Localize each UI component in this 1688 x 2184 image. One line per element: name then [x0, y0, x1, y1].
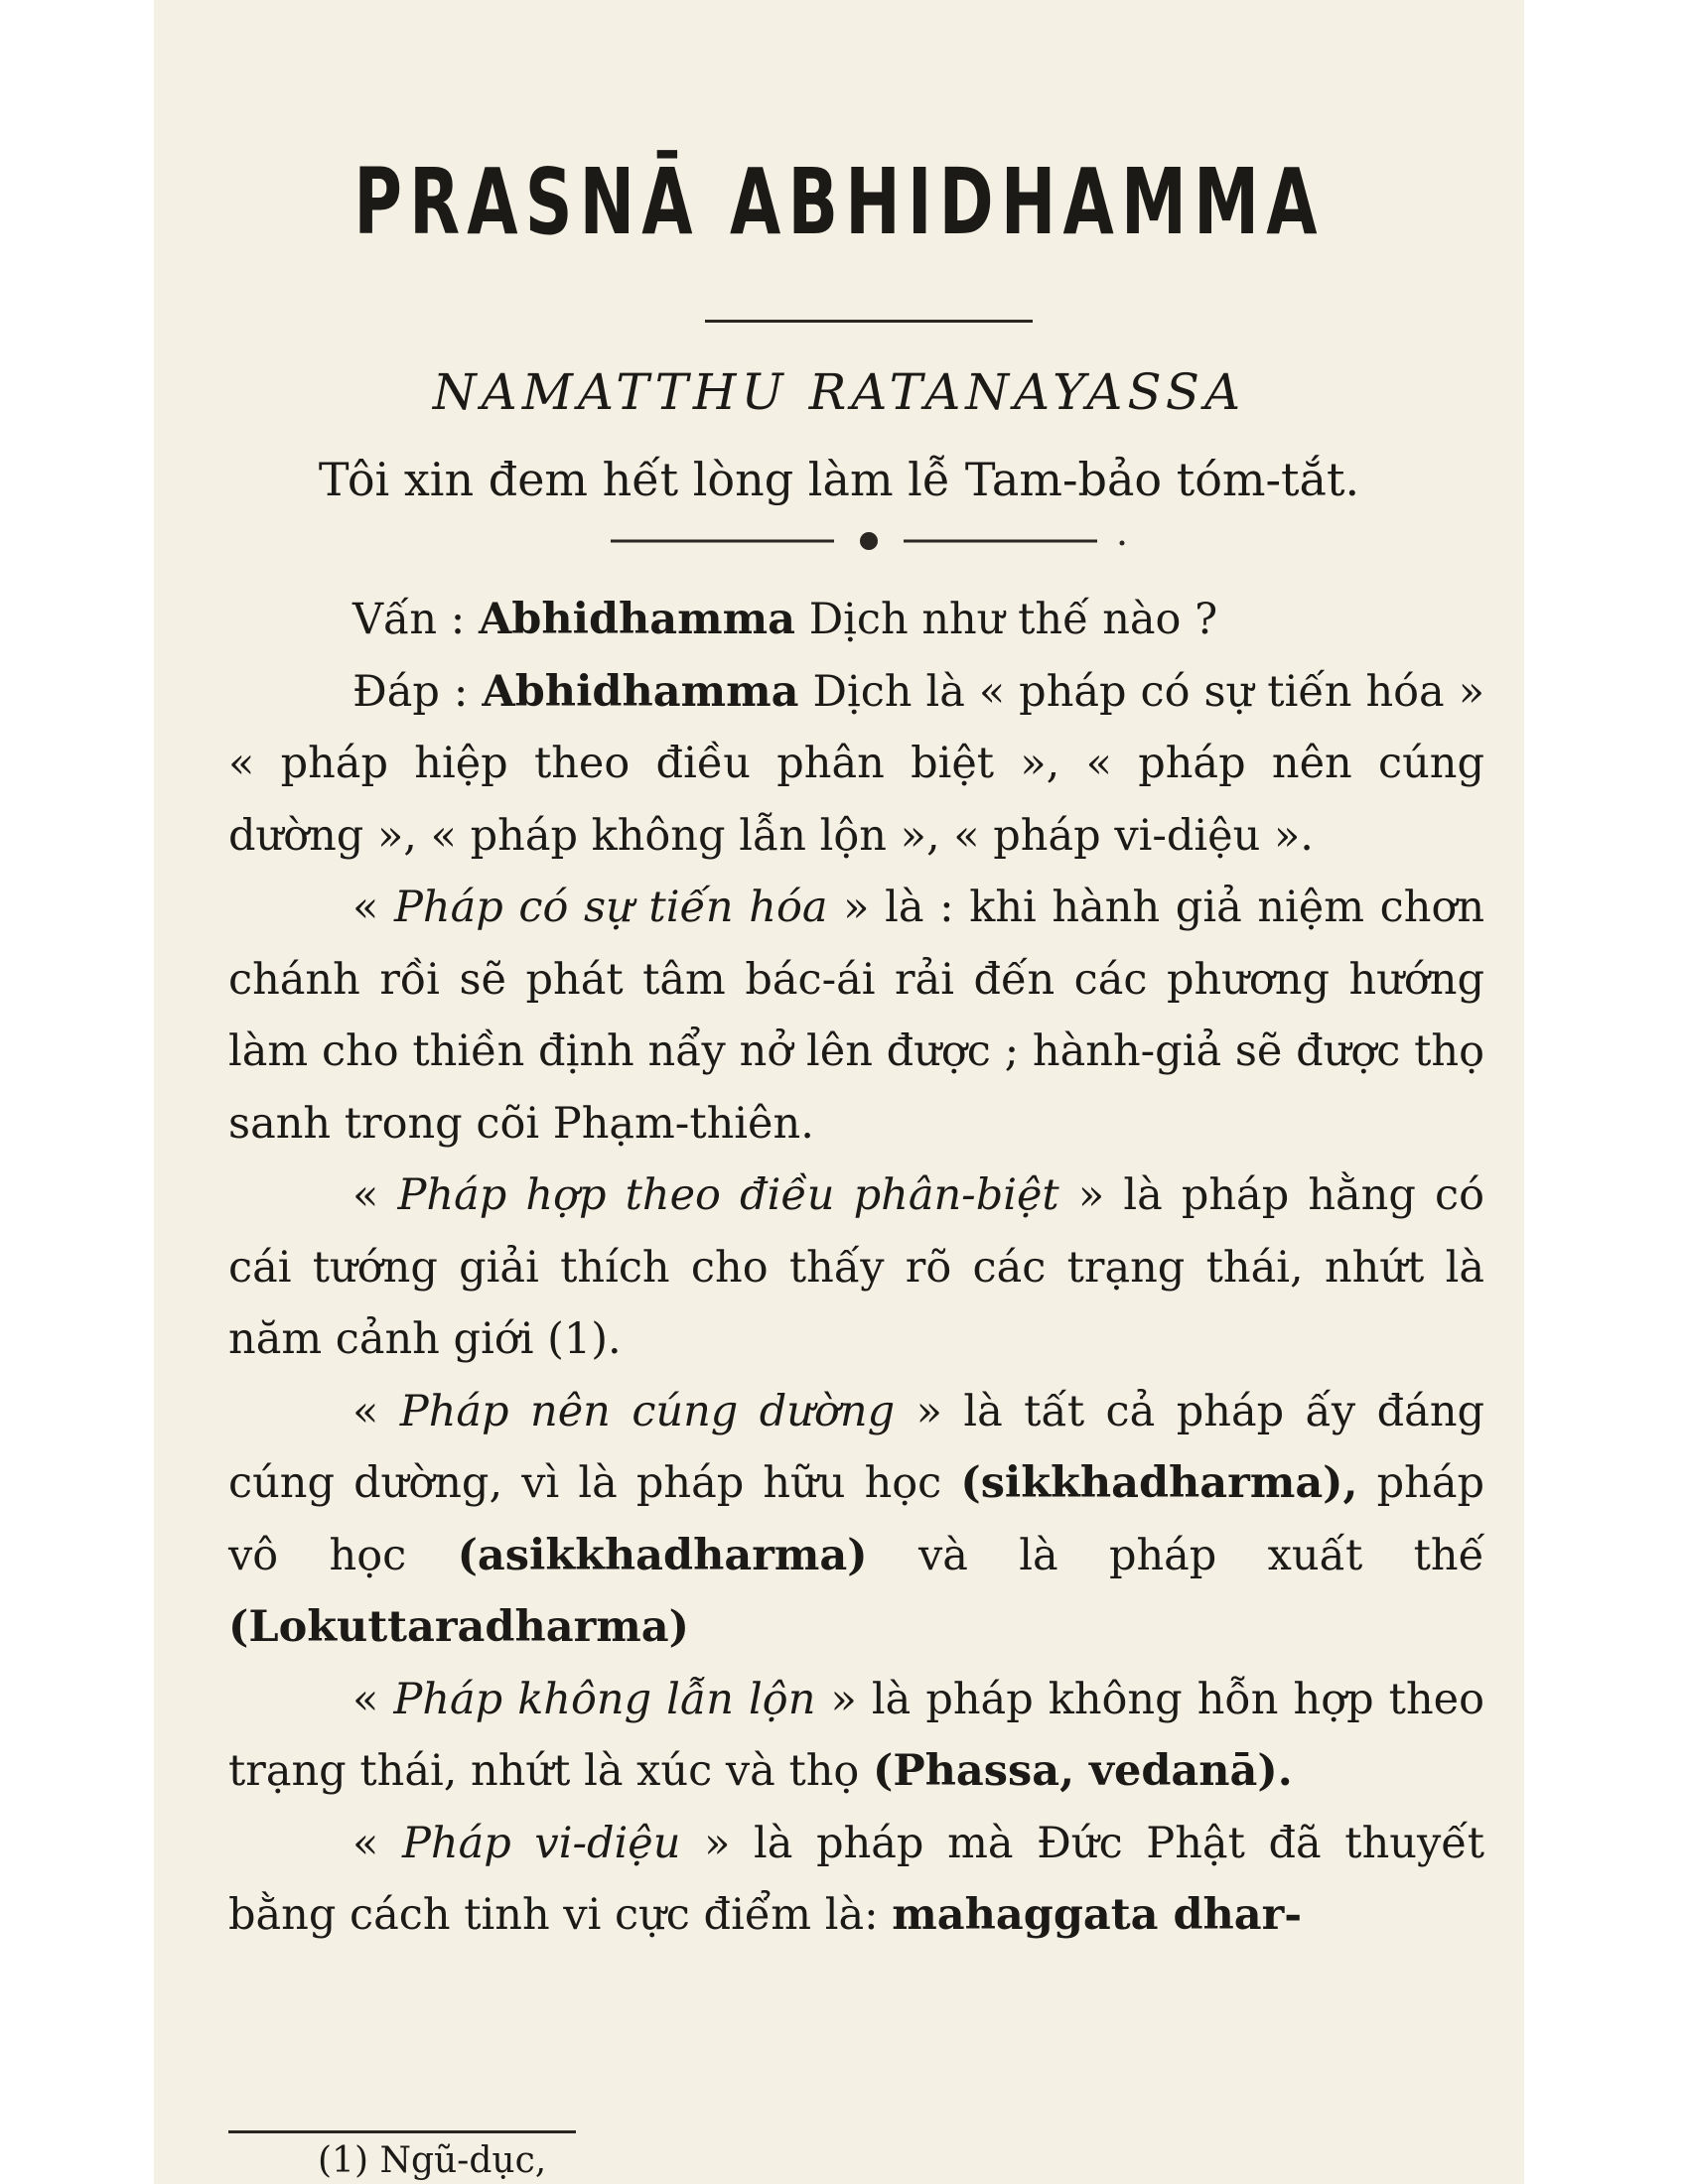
answer-text: Dịch là « pháp có sự tiến hóa » « pháp hiệp theo điều phân biệt », « pháp nên cúng dường », « pháp không lẫn lộn », « pháp vi-diệu ».: [228, 666, 1485, 861]
definition-text: là : khi hành giả niệm chơn chánh rồi sẽ phát tâm bác-ái rải đến các phương hướng làm cho thiền định nẩy nở lên được ; hành-giả sẽ được thọ sanh trong cõi Phạm-thiên.: [228, 883, 1485, 1149]
quote-close: »: [915, 1386, 942, 1436]
quote-open: «: [352, 883, 379, 932]
answer-label: Đáp :: [352, 666, 469, 717]
definition-term: Pháp có sự tiến hóa: [393, 883, 828, 932]
definition-paragraph-5: [228, 1808, 1484, 1952]
pali-term: (Lokuttaradharma): [228, 1602, 689, 1652]
definition-paragraph-2: [228, 1160, 1484, 1376]
quote-open: «: [352, 1170, 379, 1220]
definition-paragraph-4: [228, 1664, 1484, 1808]
quote-open: «: [352, 1818, 379, 1868]
definition-paragraph-3: [228, 1376, 1484, 1664]
quote-close: »: [1077, 1170, 1105, 1220]
definition-term: Pháp không lẫn lộn: [393, 1674, 816, 1724]
question-text: Dịch như thế nào ?: [808, 595, 1218, 644]
definition-text: là pháp không hỗn hợp theo trạng thái, nhứt là xúc và thọ: [228, 1674, 1484, 1796]
page-title: PRASNĀ ABHIDHAMMA: [353, 149, 1325, 255]
definition-text: pháp vô học: [228, 1458, 1485, 1580]
definition-term: Pháp nên cúng dường: [399, 1386, 896, 1436]
answer-term: Abhidhamma: [482, 666, 799, 717]
quote-open: «: [352, 1386, 379, 1436]
question-paragraph: [228, 584, 1484, 656]
quote-close: »: [830, 1674, 857, 1724]
question-label: Vấn :: [352, 595, 466, 644]
quote-open: «: [352, 1674, 379, 1724]
pali-term: (Phassa, vedanā).: [872, 1746, 1293, 1796]
invocation-translation: Tôi xin đem hết lòng làm lễ Tam-bảo tóm-tắt.: [318, 453, 1360, 506]
definition-text: là tất cả pháp ấy đáng cúng dường, vì là pháp hữu học: [228, 1386, 1485, 1508]
pali-term: mahaggata dhar-: [892, 1890, 1303, 1940]
question-term: Abhidhamma: [478, 595, 796, 644]
footnote-rule: [228, 2130, 576, 2133]
definition-paragraph-1: [228, 872, 1484, 1160]
definition-text: là pháp hằng có cái tướng giải thích cho thấy rõ các trạng thái, nhứt là năm cảnh giới (1).: [228, 1170, 1485, 1364]
quote-close: »: [843, 883, 870, 932]
definition-text: là pháp mà Đức Phật đã thuyết bằng cách tinh vi cực điểm là:: [228, 1818, 1485, 1940]
definition-term: Pháp vi-diệu: [401, 1818, 681, 1868]
body-text: [228, 584, 1484, 1952]
invocation: NAMATTHU RATANAYASSA: [432, 363, 1246, 421]
footnote: (1) Ngũ-dục,: [318, 2140, 547, 2181]
ornament-divider: [611, 529, 1127, 553]
pali-term: (asikkhadharma): [457, 1530, 868, 1580]
book-page: [154, 0, 1524, 2184]
answer-paragraph: [228, 656, 1484, 873]
pali-term: (sikkhadharma),: [960, 1458, 1358, 1508]
definition-term: Pháp hợp theo điều phân-biệt: [397, 1170, 1059, 1220]
title-underline: [705, 320, 1033, 323]
definition-text: và là pháp xuất thế: [917, 1530, 1485, 1580]
quote-close: »: [704, 1818, 731, 1868]
